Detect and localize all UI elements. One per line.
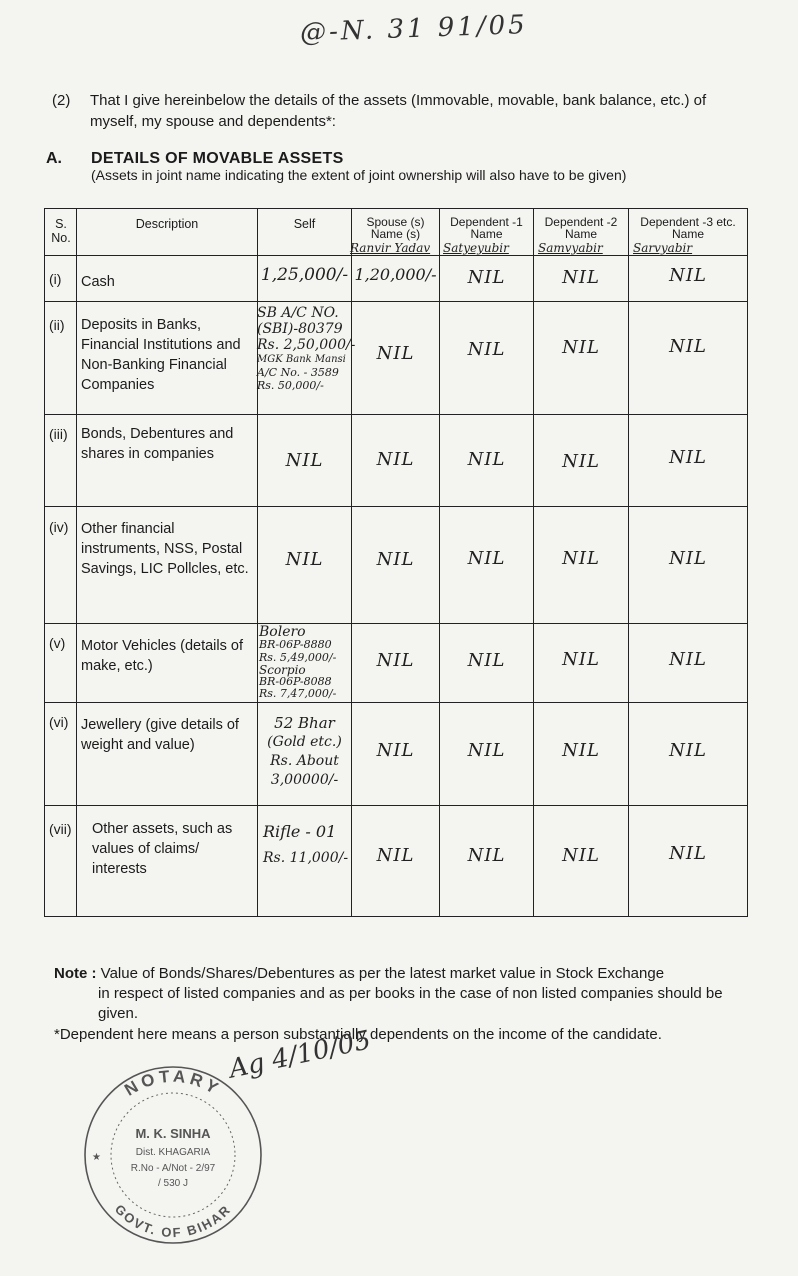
financial-instruments-dep2: NIL — [562, 548, 600, 569]
movable-assets-table — [44, 208, 748, 917]
deposits-spouse: NIL — [376, 343, 415, 364]
header-self: Self — [293, 217, 316, 231]
deposits-dep3: NIL — [669, 336, 707, 357]
section-subtitle: (Assets in joint name indicating the extent of joint ownership will also have to be given) — [91, 167, 627, 183]
other-assets-spouse: NIL — [376, 845, 415, 866]
section-letter: A. — [46, 150, 62, 167]
stamp-sub: / 530 J — [157, 1178, 189, 1189]
deposits-dep2: NIL — [562, 337, 600, 358]
row-divider — [45, 805, 747, 806]
row-number: (i) — [49, 271, 62, 287]
dep1-name-handwritten: Satyeyubir — [443, 241, 509, 255]
row-divider — [45, 414, 747, 415]
deposits-dep1: NIL — [467, 339, 506, 360]
dep2-name-handwritten: Samvyabir — [538, 241, 603, 255]
dep3-name-handwritten: Sarvyabir — [633, 241, 693, 255]
stamp-top-text: NOTARY — [121, 1066, 225, 1100]
intro-number: (2) — [52, 92, 71, 109]
vehicles-dep3: NIL — [669, 649, 707, 670]
svg-text:GOVT. OF BIHAR — [112, 1201, 234, 1240]
row-number: (ii) — [49, 317, 65, 333]
bonds-self: NIL — [285, 450, 324, 471]
col-divider — [76, 209, 77, 916]
stamp-name: M. K. SINHA — [135, 1126, 211, 1141]
header-sno: S. No. — [51, 217, 71, 245]
vehicles-dep2: NIL — [562, 649, 600, 670]
row-divider — [45, 702, 747, 703]
financial-instruments-self: NIL — [285, 549, 324, 570]
reference-mark: @-N. 31 91/05 — [299, 10, 529, 48]
stamp-bottom-text: GOVT. OF BIHAR — [111, 1201, 235, 1241]
vehicles-dep1: NIL — [467, 650, 506, 671]
other-assets-dep1: NIL — [467, 845, 506, 866]
bonds-spouse: NIL — [376, 449, 415, 470]
signature: Ag 4/10/05 — [226, 1025, 374, 1085]
bonds-dep2: NIL — [562, 451, 600, 472]
header-description: Description — [135, 217, 199, 231]
jewellery-self-details: 52 Bhar (Gold etc.) Rs. About 3,00000/- — [267, 714, 342, 788]
note-first-line: Value of Bonds/Shares/Debentures as per the latest market value in Stock Exchange — [100, 965, 665, 982]
other-assets-self-details: Rifle - 01 Rs. 11,000/- — [263, 822, 349, 866]
cash-self: 1,25,000/- — [260, 265, 349, 285]
row-description: Other assets, such as values of claims/ interests — [92, 821, 233, 877]
section-title: DETAILS OF MOVABLE ASSETS — [91, 150, 344, 167]
row-description: Bonds, Debentures and shares in companies — [81, 426, 234, 462]
row-description: Other financial instruments, NSS, Postal Savings, LIC Pollcles, etc. — [81, 521, 249, 577]
cash-dep3: NIL — [669, 265, 707, 286]
header-spouse: Spouse (s) Name (s) — [366, 215, 425, 241]
header-dep2: Dependent -2 Name — [544, 215, 618, 241]
financial-instruments-dep1: NIL — [467, 548, 506, 569]
stamp-reg: R.No - A/Not - 2/97 — [130, 1163, 216, 1174]
note-label: Note : — [54, 965, 97, 982]
financial-instruments-dep3: NIL — [669, 548, 707, 569]
row-description: Motor Vehicles (details of make, etc.) — [81, 638, 243, 674]
jewellery-spouse: NIL — [376, 740, 415, 761]
jewellery-dep1: NIL — [467, 740, 506, 761]
deposits-self-details: SB A/C NO. (SBI)-80379 Rs. 2,50,000/- MGK Bank Mansi A/C No. - 3589 Rs. 50,000/- — [257, 305, 356, 392]
row-divider — [45, 255, 747, 256]
row-number: (vi) — [49, 714, 69, 730]
other-assets-dep2: NIL — [562, 845, 600, 866]
bonds-dep3: NIL — [669, 447, 707, 468]
row-divider — [45, 623, 747, 624]
cash-dep2: NIL — [562, 267, 600, 288]
row-description: Cash — [81, 274, 115, 290]
row-number: (iii) — [49, 426, 68, 442]
note-continuation: in respect of listed companies and as per books in the case of non listed companies should be given. — [98, 985, 723, 1022]
spouse-name-handwritten: Ranvir Yadav — [350, 241, 431, 255]
other-assets-dep3: NIL — [669, 843, 707, 864]
svg-text:NOTARY — [121, 1067, 224, 1100]
row-description: Deposits in Banks, Financial Institutions and Non-Banking Financial Companies — [81, 317, 241, 393]
vehicles-self-details: Bolero BR-06P-8880 Rs. 5,49,000/- Scorpio BR-06P-8088 Rs. 7,47,000/- — [259, 624, 337, 700]
cash-dep1: NIL — [467, 267, 506, 288]
intro-text: That I give hereinbelow the details of the assets (Immovable, movable, bank balance, etc.) of myself, my spouse and dependents*: — [90, 92, 707, 130]
notary-stamp — [78, 1060, 268, 1250]
row-number: (iv) — [49, 519, 69, 535]
row-description: Jewellery (give details of weight and value) — [81, 717, 239, 753]
cash-spouse: 1,20,000/- — [354, 265, 437, 284]
stamp-district: Dist. KHAGARIA — [135, 1147, 211, 1158]
star-icon: ★ — [92, 1152, 101, 1163]
jewellery-dep3: NIL — [669, 740, 707, 761]
header-dep3: Dependent -3 etc. Name — [640, 215, 736, 241]
header-dep1: Dependent -1 Name — [450, 215, 523, 241]
row-divider — [45, 506, 747, 507]
row-number: (vii) — [49, 821, 72, 837]
row-number: (v) — [49, 635, 66, 651]
bonds-dep1: NIL — [467, 449, 506, 470]
jewellery-dep2: NIL — [562, 740, 600, 761]
dependent-note: *Dependent here means a person substantially dependents on the income of the candidate. — [54, 1026, 662, 1043]
row-divider — [45, 301, 747, 302]
vehicles-spouse: NIL — [376, 650, 415, 671]
financial-instruments-spouse: NIL — [376, 549, 415, 570]
